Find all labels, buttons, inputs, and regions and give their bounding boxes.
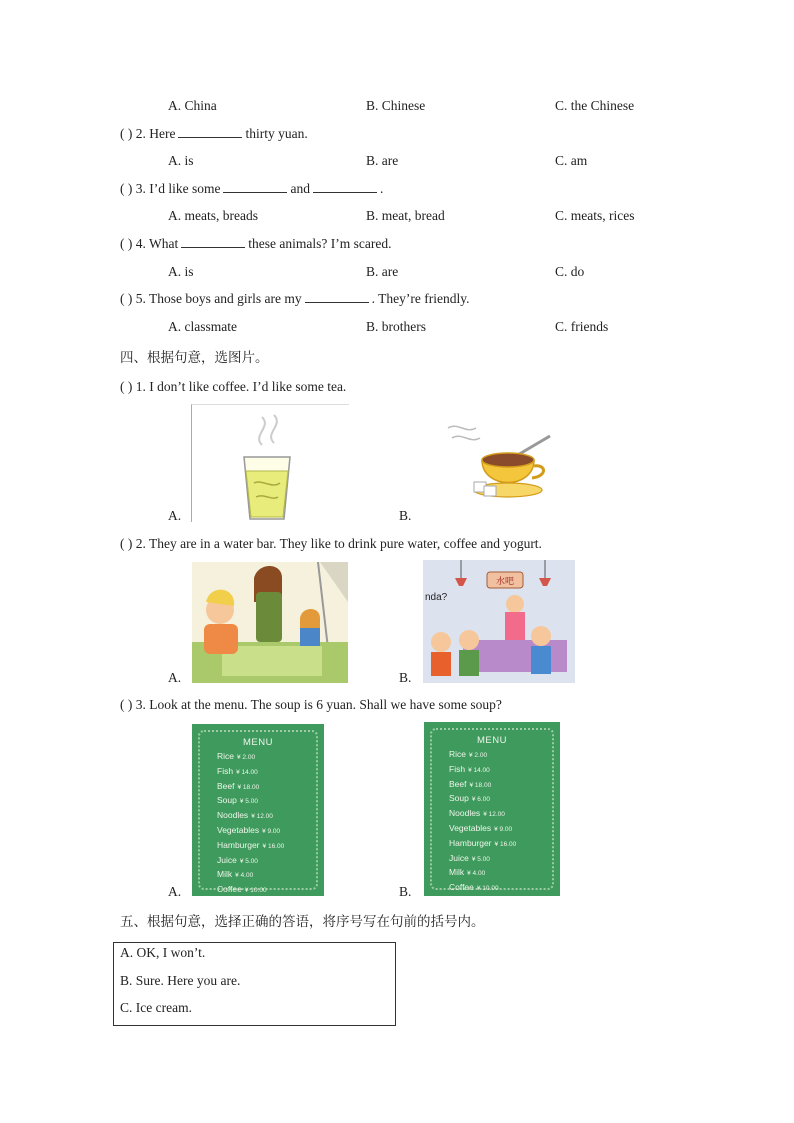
menu-image-b[interactable] xyxy=(424,722,560,896)
menu-item-price: ¥ 9.00 xyxy=(494,825,513,833)
menu-item-name: Beef xyxy=(449,778,467,789)
menu-item-price: ¥ 5.00 xyxy=(239,857,258,865)
section-4-title: 四、根据句意，选图片。 xyxy=(120,350,269,366)
menu-item-price: ¥ 18.00 xyxy=(469,781,492,789)
answer-parenthesis[interactable]: ( ) xyxy=(120,126,133,141)
menu-item-price: ¥ 4.00 xyxy=(467,870,486,878)
menu-item-name: Hamburger xyxy=(449,837,492,848)
menu-item-price: ¥ 14.00 xyxy=(468,766,490,774)
menu-item-price: ¥ 12.00 xyxy=(251,813,273,821)
answer-parenthesis[interactable]: ( ) xyxy=(120,536,133,551)
answer-option-c: C. Ice cream. xyxy=(120,1000,192,1015)
menu-item-price: ¥ 5.00 xyxy=(471,855,490,863)
menu-item-name: Juice xyxy=(449,852,469,863)
q1-option-a: A. China xyxy=(168,98,217,113)
fill-blank[interactable] xyxy=(178,127,242,138)
p2-option-a-label: A. xyxy=(168,670,182,685)
menu-item-price: ¥ 6.00 xyxy=(471,796,490,804)
picture-question-3: ( ) 3. Look at the menu. The soup is 6 yuan. Shall we have some soup? xyxy=(120,697,502,712)
menu-item-price: ¥ 5.00 xyxy=(239,798,258,806)
menu-image-a[interactable] xyxy=(192,724,324,896)
menu-item-name: Hamburger xyxy=(217,839,260,850)
menu-item-name: Soup xyxy=(449,793,469,804)
menu-item-name: Juice xyxy=(217,854,237,865)
cup-of-tea-image[interactable] xyxy=(446,420,554,502)
q3-option-c: C. meats, rices xyxy=(555,208,635,223)
menu-item-list xyxy=(217,750,284,896)
answer-parenthesis[interactable]: ( ) xyxy=(120,291,133,306)
fill-blank[interactable] xyxy=(305,292,369,303)
q4-option-c: C. do xyxy=(555,264,585,279)
q4-question: ( ) 4. What these animals? I’m scared. xyxy=(120,236,392,251)
menu-item-name: Fish xyxy=(449,763,466,774)
menu-item-price: ¥ 9.00 xyxy=(262,827,281,835)
p1-option-a-label: A. xyxy=(168,508,182,523)
p2-option-b-label: B. xyxy=(399,670,412,685)
menu-item xyxy=(217,854,284,869)
menu-item-price: ¥ 10.00 xyxy=(244,887,267,895)
menu-item xyxy=(449,778,516,793)
menu-item xyxy=(217,750,284,765)
q5-question: ( ) 5. Those boys and girls are my . They’re friendly. xyxy=(120,291,470,306)
q2-question: ( ) 2. Here thirty yuan. xyxy=(120,126,308,141)
question-number: 4. xyxy=(135,236,146,251)
menu-title: MENU xyxy=(477,735,507,746)
q5-option-c: C. friends xyxy=(555,319,609,334)
q3-option-b: B. meat, bread xyxy=(366,208,445,223)
question-number: 2. xyxy=(135,126,146,141)
menu-item xyxy=(217,883,284,896)
p3-option-a-label: A. xyxy=(168,884,182,899)
menu-item xyxy=(449,852,516,867)
menu-item-name: Noodles xyxy=(449,808,481,819)
q2-option-b: B. are xyxy=(366,153,399,168)
menu-item-name: Milk xyxy=(449,867,465,878)
menu-item xyxy=(217,839,284,854)
menu-item xyxy=(449,763,516,778)
q4-option-b: B. are xyxy=(366,264,399,279)
menu-item xyxy=(217,824,284,839)
p3-option-b-label: B. xyxy=(399,884,412,899)
menu-item-price: ¥ 18.00 xyxy=(237,783,260,791)
menu-item-list xyxy=(449,748,516,896)
menu-item xyxy=(217,868,284,883)
water-bar-sign-text: nda? xyxy=(425,592,448,603)
menu-item-price: ¥ 10.00 xyxy=(476,885,499,893)
answer-options-box xyxy=(113,942,396,1026)
p1-option-b-label: B. xyxy=(399,508,412,523)
q3-question: ( ) 3. I’d like some and . xyxy=(120,181,384,196)
water-bar-scene-image[interactable] xyxy=(423,560,575,683)
menu-item-price: ¥ 4.00 xyxy=(235,872,254,880)
menu-item-name: Soup xyxy=(217,795,237,806)
svg-text:水吧: 水吧 xyxy=(495,577,515,587)
q4-option-a: A. is xyxy=(168,264,194,279)
menu-item-name: Rice xyxy=(449,749,467,759)
menu-item-name: Beef xyxy=(217,780,235,791)
menu-item xyxy=(217,780,284,795)
menu-item-name: Noodles xyxy=(217,810,249,821)
q5-option-b: B. brothers xyxy=(366,319,426,334)
question-number: 5. xyxy=(135,291,146,306)
glass-of-tea-image[interactable] xyxy=(191,404,349,522)
menu-title: MENU xyxy=(243,737,273,748)
menu-item xyxy=(217,765,284,780)
picture-question-2: ( ) 2. They are in a water bar. They like to drink pure water, coffee and yogurt. xyxy=(120,536,542,551)
menu-item xyxy=(449,807,516,822)
menu-item-name: Vegetables xyxy=(217,824,260,835)
menu-item-price: ¥ 16.00 xyxy=(494,840,517,848)
menu-item xyxy=(449,748,516,763)
menu-item-price: ¥ 14.00 xyxy=(236,768,258,776)
menu-item xyxy=(449,866,516,881)
q1-option-b: B. Chinese xyxy=(366,98,426,113)
menu-item-price: ¥ 12.00 xyxy=(483,811,505,819)
menu-item xyxy=(217,794,284,809)
question-number: 3. xyxy=(135,181,146,196)
answer-parenthesis[interactable]: ( ) xyxy=(120,181,133,196)
menu-item-name: Coffee xyxy=(449,882,474,893)
menu-item-name: Vegetables xyxy=(449,822,492,833)
menu-item-name: Milk xyxy=(217,869,233,880)
answer-parenthesis[interactable]: ( ) xyxy=(120,379,133,394)
answer-parenthesis[interactable]: ( ) xyxy=(120,697,133,712)
fill-blank[interactable] xyxy=(181,237,245,248)
q1-option-c: C. the Chinese xyxy=(555,98,635,113)
menu-item xyxy=(217,809,284,824)
menu-item-name: Coffee xyxy=(217,884,242,895)
answer-parenthesis[interactable]: ( ) xyxy=(120,236,133,251)
menu-item xyxy=(449,837,516,852)
q3-option-a: A. meats, breads xyxy=(168,208,258,223)
fill-blank[interactable] xyxy=(313,182,377,193)
restaurant-scene-image[interactable] xyxy=(192,562,348,683)
menu-item xyxy=(449,792,516,807)
answer-option-b: B. Sure. Here you are. xyxy=(120,973,241,988)
menu-item-name: Rice xyxy=(217,751,235,761)
q5-option-a: A. classmate xyxy=(168,319,237,334)
q2-option-c: C. am xyxy=(555,153,588,168)
menu-item xyxy=(449,822,516,837)
picture-question-1: ( ) 1. I don’t like coffee. I’d like some tea. xyxy=(120,379,347,394)
section-5-title: 五、根据句意，选择正确的答语，将序号写在句前的括号内。 xyxy=(120,914,485,930)
fill-blank[interactable] xyxy=(223,182,287,193)
menu-item-name: Fish xyxy=(217,765,234,776)
q2-option-a: A. is xyxy=(168,153,194,168)
menu-item xyxy=(449,881,516,896)
answer-option-a: A. OK, I won’t. xyxy=(120,945,206,960)
menu-item-price: ¥ 2.00 xyxy=(237,754,256,761)
menu-item-price: ¥ 16.00 xyxy=(262,842,285,850)
menu-item-price: ¥ 2.00 xyxy=(469,752,488,759)
